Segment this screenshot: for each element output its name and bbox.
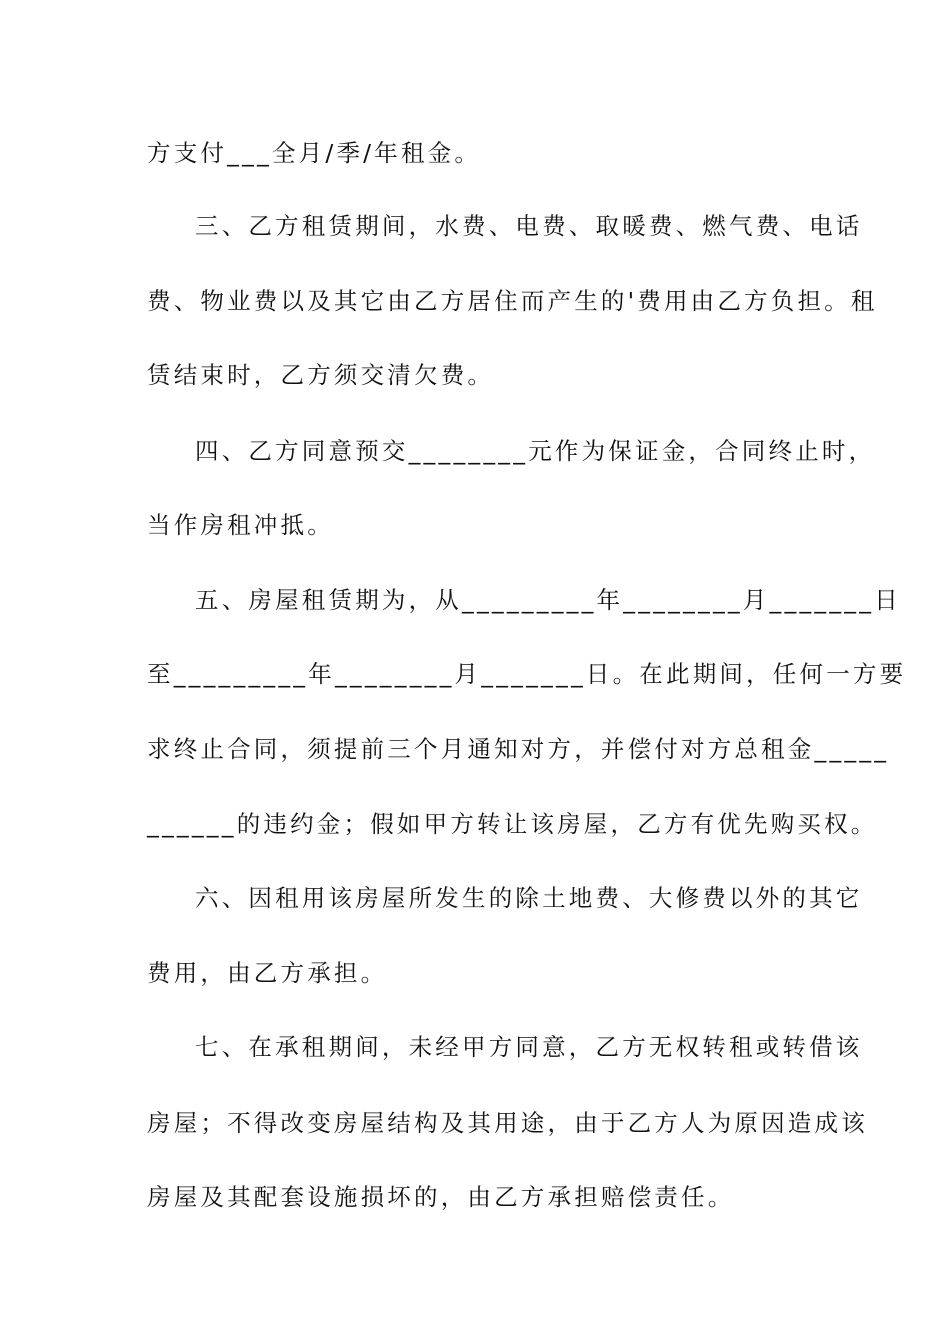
text-line: 费、物业费以及其它由乙方居住而产生的'费用由乙方负担。租 bbox=[147, 287, 878, 315]
text-line: 三、乙方租赁期间，水费、电费、取暖费、燃气费、电话 bbox=[195, 212, 863, 240]
text-line: 房屋；不得改变房屋结构及其用途，由于乙方人为原因造成该 bbox=[147, 1109, 868, 1137]
text-line: 费用，由乙方承担。 bbox=[147, 959, 388, 987]
text-line: 赁结束时，乙方须交清欠费。 bbox=[147, 361, 495, 389]
text-line: 方支付___全月/季/年租金。 bbox=[147, 139, 482, 167]
text-line: 当作房租冲抵。 bbox=[147, 511, 334, 539]
text-line: 五、房屋租赁期为，从_________年________月_______日 bbox=[195, 586, 901, 614]
text-line: 至_________年________月_______日。在此期间，任何一方要 bbox=[147, 660, 907, 688]
text-line: 四、乙方同意预交________元作为保证金，合同终止时， bbox=[195, 437, 876, 465]
text-line: ______的违约金；假如甲方转让该房屋，乙方有优先购买权。 bbox=[147, 810, 878, 838]
text-line: 六、因租用该房屋所发生的除土地费、大修费以外的其它 bbox=[195, 884, 863, 912]
text-line: 七、在承租期间，未经甲方同意，乙方无权转租或转借该 bbox=[195, 1033, 863, 1061]
text-line: 求终止合同，须提前三个月通知对方，并偿付对方总租金_____ bbox=[147, 735, 890, 763]
text-line: 房屋及其配套设施损坏的，由乙方承担赔偿责任。 bbox=[147, 1183, 735, 1211]
